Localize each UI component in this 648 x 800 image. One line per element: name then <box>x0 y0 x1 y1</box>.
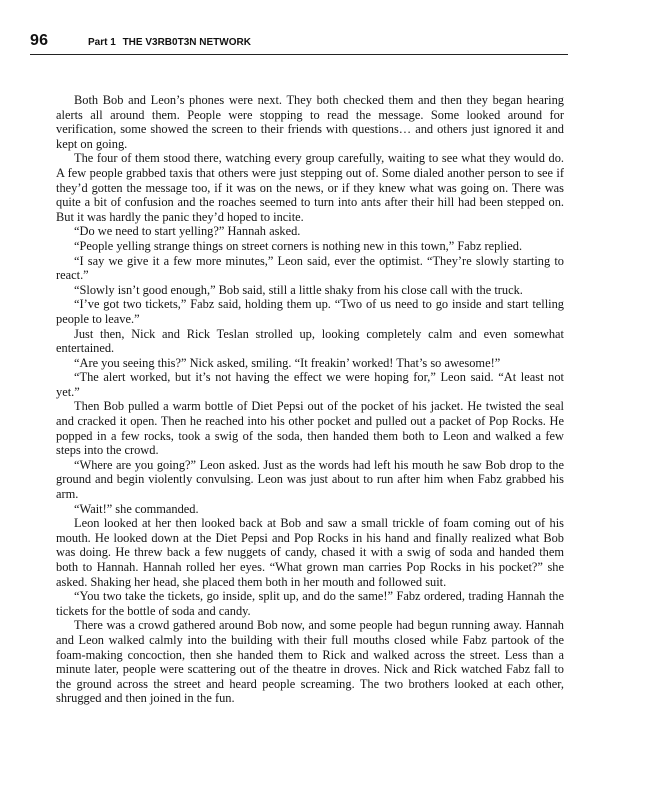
running-head <box>88 37 251 48</box>
page-header <box>30 30 568 55</box>
paragraph: There was a crowd gathered around Bob now, and some people had begun running away. Hannah and Leon walked calmly into the building with their full mouths closed while Fabz partook of the foam-making concoction, then she handed them to Rick and walked across the street. Less than a minute later, people were scattering out of the theatre in droves. Nick and Rick watched Fabz fall to the ground across the street and heard people screaming. The two brothers looked at each other, shrugged and then joined in the fun. <box>56 618 564 706</box>
paragraph: “Wait!” she commanded. <box>74 501 199 516</box>
paragraph: Both Bob and Leon’s phones were next. They both checked them and then they began hearing alerts all around them. People were stopping to read the message. Some looked around for verification, some showed the screen to their friends with questions… and others just ignored it and kept on going. <box>56 93 564 151</box>
section-title: THE V3RB0T3N NETWORK <box>122 37 251 48</box>
paragraph: The four of them stood there, watching every group carefully, waiting to see what they would do. A few people grabbed taxis that others were just stepping out of. Some dialed another person to see if they’d gotten the message too, if it was on the news, or if they knew what was going on. There was quite a bit of confusion and the roaches seemed to turn into ants after their hill had been stepped on. But it was hardly the panic they’d hoped to incite. <box>56 151 564 224</box>
paragraph: “I’ve got two tickets,” Fabz said, holding them up. “Two of us need to go inside and start telling people to leave.” <box>56 297 564 326</box>
paragraph: “Are you seeing this?” Nick asked, smiling. “It freakin’ worked! That’s so awesome!” <box>74 355 501 370</box>
paragraph: “Where are you going?” Leon asked. Just as the words had left his mouth he saw Bob drop to the ground and begin violently convulsing. Leon was just about to run after him when Fabz grabbed his arm. <box>56 457 564 502</box>
paragraph: “You two take the tickets, go inside, split up, and do the same!” Fabz ordered, trading Hannah the tickets for the bottle of soda and candy. <box>56 589 564 618</box>
paragraph: “Do we need to start yelling?” Hannah asked. <box>74 224 301 239</box>
paragraph: Just then, Nick and Rick Teslan strolled up, looking completely calm and even somewhat entertained. <box>56 326 564 356</box>
paragraph: Then Bob pulled a warm bottle of Diet Pepsi out of the pocket of his jacket. He twisted the seal and cracked it open. Then he reached into his other pocket and pulled out a packet of Pop Rocks. He popped in a few rocks, took a swig of the soda, then handed them both to Leon and walked a few steps into the crowd. <box>56 399 564 458</box>
paragraph: Leon looked at her then looked back at Bob and saw a small trickle of foam coming out of his mouth. He looked down at the Diet Pepsi and Pop Rocks in his hand and finally realized what Bob was doing. He threw back a few nuggets of candy, chased it with a swig of soda and handed them both to Hannah. Hannah rolled her eyes. “What grown man carries Pop Rocks in his pocket?” she asked. Shaking her head, she placed them both in her mouth and followed suit. <box>56 516 564 589</box>
page-number: 96 <box>30 32 49 49</box>
paragraph: “People yelling strange things on street corners is nothing new in this town,” Fabz replied. <box>74 238 523 253</box>
paragraph: “Slowly isn’t good enough,” Bob said, still a little shaky from his close call with the truck. <box>74 282 523 297</box>
paragraph: “The alert worked, but it’s not having the effect we were hoping for,” Leon said. “At least not yet.” <box>56 370 564 399</box>
body-text <box>56 93 564 706</box>
part-label: Part 1 <box>88 37 116 48</box>
paragraph: “I say we give it a few more minutes,” Leon said, ever the optimist. “They’re slowly starting to react.” <box>56 253 564 283</box>
